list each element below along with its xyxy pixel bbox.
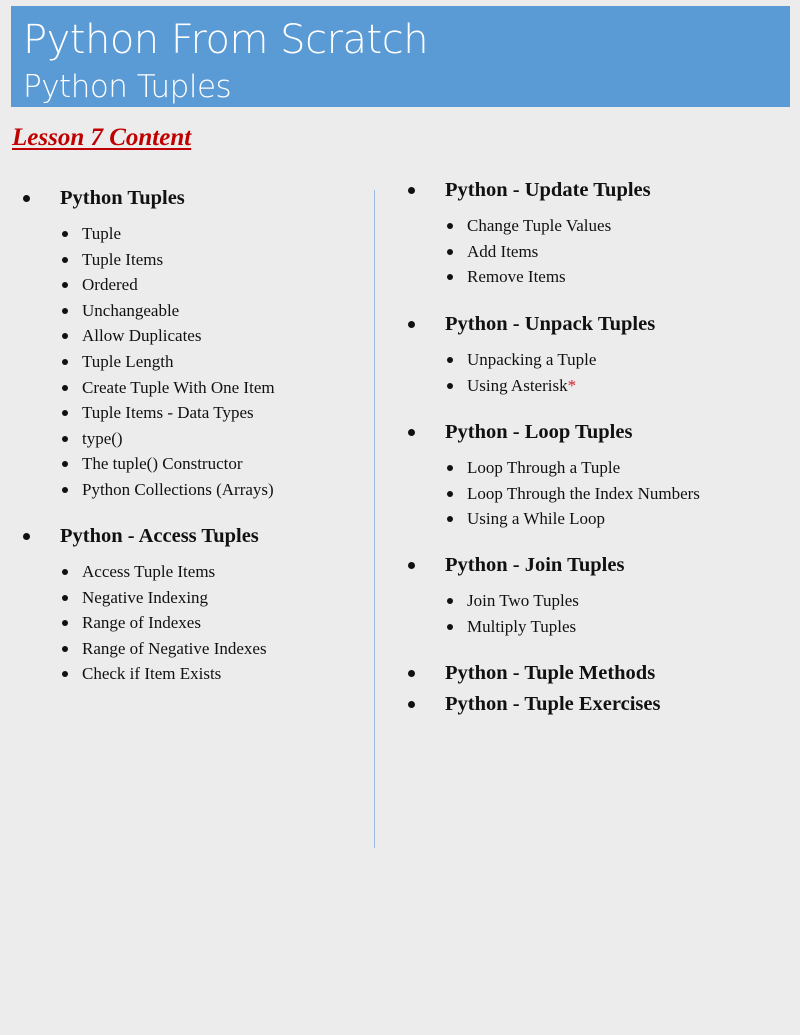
section-heading: Python - Update Tuples — [426, 177, 651, 203]
asterisk-mark: * — [567, 375, 577, 395]
topic-item — [82, 349, 275, 375]
topic-list — [41, 559, 267, 687]
section-python-access-tuples — [41, 523, 267, 687]
topic-item — [467, 213, 651, 239]
topic-item — [82, 610, 267, 636]
topic-item — [467, 455, 700, 481]
topic-list — [426, 213, 651, 290]
topic-label: Tuple Items - Data Types — [82, 403, 254, 423]
section-heading: Python - Tuple Exercises — [426, 691, 660, 717]
section-heading: Python - Access Tuples — [41, 523, 267, 549]
topic-item — [82, 559, 267, 585]
title-banner — [11, 6, 790, 107]
topic-label: Join Two Tuples — [467, 591, 579, 610]
section-python-join-tuples — [426, 552, 624, 639]
lesson-subtitle: Python Tuples — [23, 69, 232, 105]
section-heading: Python - Tuple Methods — [426, 660, 655, 686]
topic-item — [467, 373, 655, 399]
topic-item — [82, 298, 275, 324]
topic-item — [467, 588, 624, 614]
topic-item — [82, 426, 275, 452]
topic-label: Range of Negative Indexes — [82, 638, 267, 658]
topic-label: Multiply Tuples — [467, 616, 577, 636]
topic-label: Allow Duplicates — [82, 326, 202, 346]
section-heading: Python - Loop Tuples — [426, 419, 700, 445]
topic-item — [82, 451, 275, 477]
topic-item — [467, 239, 651, 265]
topic-label: Remove Items — [467, 267, 566, 287]
section-heading: Python Tuples — [41, 185, 275, 211]
topic-item — [82, 585, 267, 611]
section-python-loop-tuples — [426, 419, 700, 532]
section-python-unpack-tuples — [426, 311, 655, 398]
section-python-update-tuples — [426, 177, 651, 290]
topic-label: Ordered — [82, 275, 138, 295]
topic-item — [82, 323, 275, 349]
topic-label: Loop Through a Tuple — [467, 458, 621, 477]
topic-label: Check if Item Exists — [82, 664, 222, 684]
topic-item — [82, 272, 275, 298]
topic-item — [467, 614, 624, 640]
topic-item — [467, 481, 700, 507]
topic-label: Tuple — [82, 224, 122, 243]
topic-item — [467, 264, 651, 290]
topic-item — [82, 221, 275, 247]
lesson-heading: Lesson 7 Content — [12, 124, 192, 151]
topic-label: Unchangeable — [82, 300, 180, 320]
section-python-tuple-methods — [426, 660, 655, 686]
section-python-tuple-exercises — [426, 691, 660, 717]
topic-label: Unpacking a Tuple — [467, 350, 597, 369]
topic-item — [82, 636, 267, 662]
section-python-tuples — [41, 185, 275, 503]
topic-list — [426, 588, 624, 639]
topic-list — [41, 221, 275, 503]
section-heading: Python - Join Tuples — [426, 552, 624, 578]
topic-item — [82, 247, 275, 273]
topic-label: Using a While Loop — [467, 509, 606, 529]
topic-item — [82, 375, 275, 401]
section-heading: Python - Unpack Tuples — [426, 311, 655, 337]
topic-label: type() — [82, 428, 123, 448]
topic-list — [426, 455, 700, 532]
topic-item — [82, 661, 267, 687]
topic-item — [467, 506, 700, 532]
topic-label: Loop Through the Index Numbers — [467, 483, 700, 503]
topic-item — [82, 400, 275, 426]
topic-label: Create Tuple With One Item — [82, 377, 275, 397]
topic-label: Using Asterisk — [467, 375, 568, 395]
topic-label: The tuple() Constructor — [82, 454, 243, 474]
topic-label: Negative Indexing — [82, 587, 209, 607]
topic-list — [426, 347, 655, 398]
topic-label: Range of Indexes — [82, 613, 201, 633]
topic-label: Python Collections (Arrays) — [82, 479, 274, 499]
topic-item — [467, 347, 655, 373]
topic-label: Add Items — [467, 241, 539, 261]
column-divider — [374, 190, 375, 848]
course-title: Python From Scratch — [23, 17, 429, 63]
topic-label: Tuple Length — [82, 351, 174, 371]
topic-item — [82, 477, 275, 503]
topic-label: Access Tuple Items — [82, 562, 216, 581]
topic-label: Change Tuple Values — [467, 216, 612, 235]
topic-label: Tuple Items — [82, 249, 164, 269]
